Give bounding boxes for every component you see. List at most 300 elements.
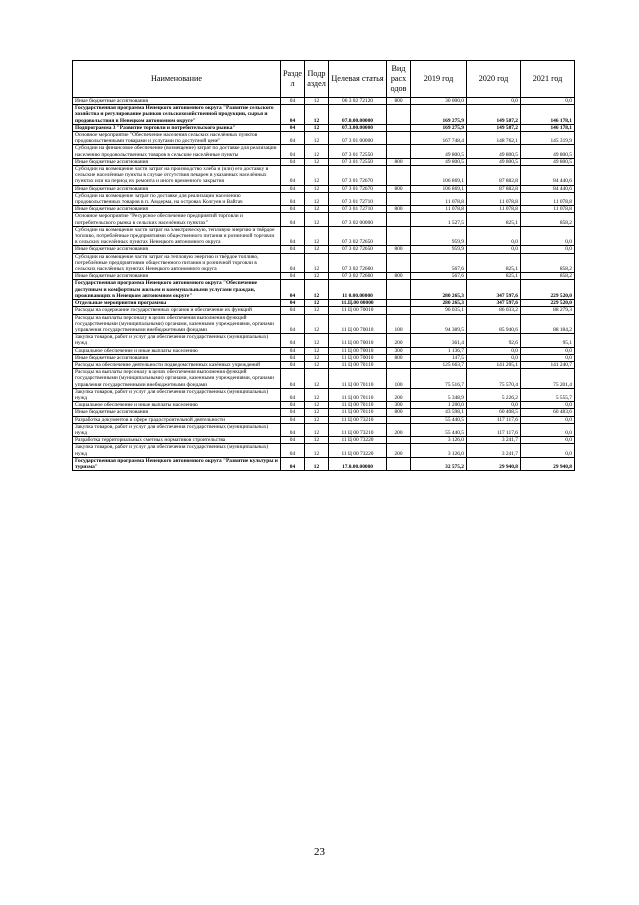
cell-2021: 0,0 — [521, 423, 575, 436]
table-row — [73, 361, 575, 368]
cell-vid: 800 — [387, 409, 411, 416]
cell-2020: 49 800,5 — [467, 158, 521, 165]
cell-podrazdel: 12 — [305, 354, 329, 361]
cell-name: Иные бюджетные ассигнования — [73, 354, 281, 361]
cell-name: Расходы на выплаты персоналу в целях обеспечения выполнения функций государственными (муниципальными) органами, казенными учреждениями, органами управления государственными внебюджетными фондами — [73, 369, 281, 389]
cell-razdel: 04 — [281, 361, 305, 368]
cell-2019: 3 126,0 — [411, 444, 467, 457]
cell-2021: 146 178,1 — [521, 124, 575, 131]
cell-vid — [387, 416, 411, 423]
table-row — [73, 246, 575, 253]
table-row — [73, 402, 575, 409]
cell-2019: 5 348,9 — [411, 388, 467, 401]
cell-2021: 84 440,6 — [521, 185, 575, 192]
table-row — [73, 388, 575, 401]
table-row — [73, 347, 575, 354]
cell-statya: 07 3 01 72550 — [329, 145, 387, 158]
cell-2021: 0,0 — [521, 402, 575, 409]
cell-name: Субсидии на возмещение части затрат на тепловую энергию и твёрдое топливо, потреблённые предприятиями общественного питания и розничной торговли в сельских населённых пунктах Ненецкого автономного округа — [73, 253, 281, 273]
cell-2020: 11 078,8 — [467, 192, 521, 205]
cell-name: Иные бюджетные ассигнования — [73, 409, 281, 416]
cell-2020: 0,0 — [467, 246, 521, 253]
cell-podrazdel: 12 — [305, 185, 329, 192]
cell-name: Иные бюджетные ассигнования — [73, 158, 281, 165]
cell-name: Разработка документов в сфере градостроительной деятельности — [73, 416, 281, 423]
cell-2020: 0,0 — [467, 354, 521, 361]
header-statya: Целевая статья — [329, 61, 387, 98]
cell-name: Иные бюджетные ассигнования — [73, 273, 281, 280]
cell-name: Расходы на обеспечение деятельности подведомственных казённых учреждений — [73, 361, 281, 368]
cell-2019: 280 265,3 — [411, 300, 467, 307]
cell-name: Государственная программа Ненецкого автономного округа "Развитие культуры и туризма" — [73, 457, 281, 470]
cell-name: Закупка товаров, работ и услуг для обеспечения государственных (муниципальных) нужд — [73, 423, 281, 436]
cell-podrazdel: 12 — [305, 213, 329, 226]
cell-2019: 106 869,1 — [411, 166, 467, 186]
cell-podrazdel: 12 — [305, 166, 329, 186]
cell-2021: 0,0 — [521, 347, 575, 354]
cell-2019: 567,6 — [411, 273, 467, 280]
cell-2019: 55 440,5 — [411, 416, 467, 423]
cell-2019: 280 265,3 — [411, 280, 467, 300]
cell-vid: 800 — [387, 185, 411, 192]
cell-statya: 07 3 02 72660 — [329, 253, 387, 273]
cell-2021: 60 483,6 — [521, 409, 575, 416]
cell-statya: 11 Ц 00 70010 — [329, 334, 387, 347]
cell-podrazdel: 12 — [305, 105, 329, 125]
cell-2021: 0,0 — [521, 246, 575, 253]
cell-2021: 141 240,7 — [521, 361, 575, 368]
cell-2021: 5 555,7 — [521, 388, 575, 401]
cell-vid: 200 — [387, 444, 411, 457]
cell-name: Субсидии на возмещение части затрат на электрическую, тепловую энергию и твёрдое топливо, потреблённые предприятиями общественного питания и розничной торговли в сельских населённых пунктах Ненецкого автономного округа — [73, 226, 281, 246]
cell-name: Разработка территориальных сметных нормативов строительства — [73, 437, 281, 444]
cell-2021: 229 520,0 — [521, 280, 575, 300]
cell-razdel: 04 — [281, 334, 305, 347]
cell-podrazdel: 12 — [305, 192, 329, 205]
table-row — [73, 334, 575, 347]
cell-vid: 800 — [387, 98, 411, 105]
cell-razdel: 04 — [281, 423, 305, 436]
cell-podrazdel: 12 — [305, 361, 329, 368]
cell-name: Иные бюджетные ассигнования — [73, 185, 281, 192]
cell-statya: 07 3 01 72670 — [329, 185, 387, 192]
cell-razdel: 04 — [281, 124, 305, 131]
cell-2019: 75 516,7 — [411, 369, 467, 389]
cell-2019: 55 440,5 — [411, 423, 467, 436]
cell-podrazdel: 12 — [305, 124, 329, 131]
cell-razdel: 04 — [281, 213, 305, 226]
table-row — [73, 314, 575, 334]
cell-name: Подпрограмма 3 "Развитие торговли и потребительского рынка" — [73, 124, 281, 131]
cell-razdel: 04 — [281, 307, 305, 314]
cell-razdel: 04 — [281, 280, 305, 300]
cell-2020: 92,6 — [467, 334, 521, 347]
cell-2019: 11 078,8 — [411, 206, 467, 213]
cell-2019: 959,9 — [411, 226, 467, 246]
table-row — [73, 124, 575, 131]
cell-2021: 0,0 — [521, 437, 575, 444]
cell-vid — [387, 166, 411, 186]
cell-podrazdel: 12 — [305, 307, 329, 314]
cell-podrazdel: 12 — [305, 423, 329, 436]
cell-2021: 29 940,8 — [521, 457, 575, 470]
cell-podrazdel: 12 — [305, 444, 329, 457]
cell-2020: 149 587,2 — [467, 124, 521, 131]
cell-2020: 3 241,7 — [467, 437, 521, 444]
cell-name: Закупка товаров, работ и услуг для обеспечения государственных (муниципальных) нужд — [73, 388, 281, 401]
cell-podrazdel: 12 — [305, 226, 329, 246]
cell-2020: 347 597,6 — [467, 280, 521, 300]
cell-vid: 800 — [387, 246, 411, 253]
cell-statya: 06 3 02 72120 — [329, 98, 387, 105]
cell-statya: 07 3 02 00000 — [329, 213, 387, 226]
cell-2020: 148 762,1 — [467, 132, 521, 145]
cell-vid — [387, 226, 411, 246]
cell-razdel: 04 — [281, 437, 305, 444]
table-row — [73, 206, 575, 213]
cell-razdel: 04 — [281, 105, 305, 125]
cell-name: Основное мероприятие "Ресурсное обеспечение предприятий торговли и потребительского рынка в сельских населённых пунктах" — [73, 213, 281, 226]
cell-2019: 11 078,8 — [411, 192, 467, 205]
cell-name: Субсидии на финансовое обеспечение (возмещение) затрат по доставке для реализации населению продовольственных товаров в сельские населённые пункты — [73, 145, 281, 158]
cell-2021: 145 319,9 — [521, 132, 575, 145]
cell-2021: 0,0 — [521, 226, 575, 246]
cell-vid: 800 — [387, 206, 411, 213]
cell-podrazdel: 12 — [305, 416, 329, 423]
cell-2020: 3 241,7 — [467, 444, 521, 457]
cell-statya: 11 Ц 00 70010 — [329, 347, 387, 354]
header-podrazdel: Подр аздел — [305, 61, 329, 98]
cell-2019: 3 126,0 — [411, 437, 467, 444]
cell-vid: 100 — [387, 314, 411, 334]
cell-2019: 30 000,0 — [411, 98, 467, 105]
cell-2021: 84 440,6 — [521, 166, 575, 186]
cell-2021: 146 178,1 — [521, 105, 575, 125]
cell-2020: 11 078,8 — [467, 206, 521, 213]
table-row — [73, 226, 575, 246]
cell-statya: 07 3 01 00000 — [329, 132, 387, 145]
cell-razdel: 04 — [281, 444, 305, 457]
table-header-row — [73, 61, 575, 98]
cell-razdel: 04 — [281, 132, 305, 145]
cell-razdel: 04 — [281, 409, 305, 416]
cell-2020: 75 570,4 — [467, 369, 521, 389]
cell-2020: 29 940,8 — [467, 457, 521, 470]
cell-2019: 32 575,2 — [411, 457, 467, 470]
cell-razdel: 04 — [281, 166, 305, 186]
cell-vid — [387, 213, 411, 226]
cell-2019: 147,5 — [411, 354, 467, 361]
cell-2021: 11 078,8 — [521, 206, 575, 213]
cell-podrazdel: 12 — [305, 457, 329, 470]
cell-vid — [387, 132, 411, 145]
cell-razdel: 04 — [281, 226, 305, 246]
cell-podrazdel: 12 — [305, 437, 329, 444]
cell-2021: 88 184,2 — [521, 314, 575, 334]
cell-name: Закупка товаров, работ и услуг для обеспечения государственных (муниципальных) нужд — [73, 334, 281, 347]
cell-statya: 11 0.00.00000 — [329, 280, 387, 300]
header-name: Наименование — [73, 61, 281, 98]
cell-razdel: 04 — [281, 145, 305, 158]
header-2021: 2021 год — [521, 61, 575, 98]
cell-2020: 60 408,5 — [467, 409, 521, 416]
cell-vid — [387, 300, 411, 307]
cell-vid — [387, 105, 411, 125]
cell-name: Социальное обеспечение и иные выплаты населению — [73, 402, 281, 409]
cell-podrazdel: 12 — [305, 145, 329, 158]
cell-name: Социальное обеспечение и иные выплаты населению — [73, 347, 281, 354]
cell-vid — [387, 437, 411, 444]
budget-table — [72, 60, 575, 471]
cell-razdel: 04 — [281, 192, 305, 205]
cell-2020: 0,0 — [467, 98, 521, 105]
table-row — [73, 185, 575, 192]
cell-2020: 825,1 — [467, 253, 521, 273]
cell-2019: 106 869,1 — [411, 185, 467, 192]
table-row — [73, 354, 575, 361]
cell-vid: 300 — [387, 402, 411, 409]
cell-statya: 11 Ц 00 70110 — [329, 369, 387, 389]
cell-statya: 07 3 02 72650 — [329, 246, 387, 253]
cell-podrazdel: 12 — [305, 402, 329, 409]
cell-razdel: 04 — [281, 206, 305, 213]
cell-2020: 117 117,6 — [467, 423, 521, 436]
cell-statya: 07 3 01 72710 — [329, 206, 387, 213]
header-vid: Вид расх одов — [387, 61, 411, 98]
cell-2019: 43 598,1 — [411, 409, 467, 416]
cell-name: Основное мероприятие "Обеспечение населения сельских населённых пунктов продовольственными товарами и услугами по доступной цене" — [73, 132, 281, 145]
cell-2021: 11 078,8 — [521, 192, 575, 205]
cell-statya: 07 3 01 72550 — [329, 158, 387, 165]
cell-razdel: 04 — [281, 457, 305, 470]
header-2019: 2019 год — [411, 61, 467, 98]
cell-name: Государственная программа Ненецкого автономного округа "Обеспечение доступным и комфортным жильем и коммунальными услугами граждан, проживающих в Ненецком автономном округе" — [73, 280, 281, 300]
cell-2019: 94 389,5 — [411, 314, 467, 334]
cell-2021: 858,2 — [521, 213, 575, 226]
cell-2019: 1 200,0 — [411, 402, 467, 409]
cell-statya: 11.Ц.00 00000 — [329, 300, 387, 307]
table-row — [73, 192, 575, 205]
cell-2021: 88 279,3 — [521, 307, 575, 314]
cell-vid — [387, 361, 411, 368]
cell-podrazdel: 12 — [305, 388, 329, 401]
cell-2020: 0,0 — [467, 226, 521, 246]
cell-vid: 200 — [387, 423, 411, 436]
cell-podrazdel: 12 — [305, 132, 329, 145]
cell-name: Отдельные мероприятия программы — [73, 300, 281, 307]
cell-statya: 11 Ц 00 70010 — [329, 314, 387, 334]
cell-razdel: 04 — [281, 416, 305, 423]
cell-2019: 49 800,5 — [411, 145, 467, 158]
cell-2021: 0,0 — [521, 444, 575, 457]
cell-2021: 95,1 — [521, 334, 575, 347]
cell-vid: 100 — [387, 369, 411, 389]
cell-name: Иные бюджетные ассигнования — [73, 206, 281, 213]
cell-statya: 11 Ц 00 73220 — [329, 437, 387, 444]
table-row — [73, 437, 575, 444]
cell-statya: 07 3 01 72710 — [329, 192, 387, 205]
cell-name: Субсидии на возмещение части затрат на производство хлеба и (или) его доставку в сельские населённые пункты в случае отсутствия пекарен в указанных населённых пунктах или на период их ремонта и иного временного закрытия — [73, 166, 281, 186]
cell-razdel: 04 — [281, 354, 305, 361]
cell-2021: 75 201,4 — [521, 369, 575, 389]
table-row — [73, 253, 575, 273]
cell-razdel: 04 — [281, 253, 305, 273]
cell-razdel: 04 — [281, 98, 305, 105]
cell-podrazdel: 12 — [305, 314, 329, 334]
cell-razdel: 04 — [281, 388, 305, 401]
cell-2020: 825,1 — [467, 273, 521, 280]
cell-razdel: 04 — [281, 402, 305, 409]
cell-2019: 96 035,1 — [411, 307, 467, 314]
header-2020: 2020 год — [467, 61, 521, 98]
page-number: 23 — [314, 846, 325, 858]
cell-2020: 86 033,2 — [467, 307, 521, 314]
cell-2021: 49 800,5 — [521, 158, 575, 165]
cell-2020: 141 205,1 — [467, 361, 521, 368]
cell-2019: 167 748,4 — [411, 132, 467, 145]
cell-2020: 87 882,8 — [467, 185, 521, 192]
cell-podrazdel: 12 — [305, 273, 329, 280]
cell-vid: 800 — [387, 158, 411, 165]
cell-statya: 11 Ц 00 70110 — [329, 409, 387, 416]
cell-name: Иные бюджетные ассигнования — [73, 246, 281, 253]
table-row — [73, 457, 575, 470]
cell-vid: 800 — [387, 273, 411, 280]
document-page — [72, 60, 574, 471]
cell-podrazdel: 12 — [305, 300, 329, 307]
cell-razdel: 04 — [281, 300, 305, 307]
cell-podrazdel: 12 — [305, 98, 329, 105]
cell-2021: 858,2 — [521, 253, 575, 273]
cell-vid: 200 — [387, 388, 411, 401]
cell-2019: 959,9 — [411, 246, 467, 253]
cell-razdel: 04 — [281, 369, 305, 389]
cell-2020: 117 117,6 — [467, 416, 521, 423]
cell-name: Иные бюджетные ассигнования — [73, 98, 281, 105]
table-row — [73, 213, 575, 226]
cell-name: Расходы на выплаты персоналу в целях обеспечения выполнения функций государственными (муниципальными) органами, казенными учреждениями, органами управления государственными внебюджетными фондами — [73, 314, 281, 334]
cell-2019: 361,4 — [411, 334, 467, 347]
cell-name: Расходы на содержание государственных органов и обеспечение их функций — [73, 307, 281, 314]
cell-statya: 11 Ц 00 70010 — [329, 354, 387, 361]
table-row — [73, 145, 575, 158]
cell-razdel: 04 — [281, 246, 305, 253]
table-row — [73, 416, 575, 423]
cell-2021: 0,0 — [521, 98, 575, 105]
cell-2021: 0,0 — [521, 354, 575, 361]
cell-2020: 87 882,8 — [467, 166, 521, 186]
cell-2019: 567,6 — [411, 253, 467, 273]
cell-razdel: 04 — [281, 347, 305, 354]
cell-statya: 11 Ц 00 73210 — [329, 423, 387, 436]
cell-podrazdel: 12 — [305, 347, 329, 354]
cell-vid — [387, 280, 411, 300]
cell-razdel: 04 — [281, 314, 305, 334]
cell-vid — [387, 307, 411, 314]
cell-vid — [387, 253, 411, 273]
table-row — [73, 158, 575, 165]
cell-vid — [387, 192, 411, 205]
cell-podrazdel: 12 — [305, 409, 329, 416]
cell-2019: 169 275,9 — [411, 124, 467, 131]
table-body — [73, 98, 575, 471]
cell-podrazdel: 12 — [305, 246, 329, 253]
cell-2020: 149 587,2 — [467, 105, 521, 125]
cell-vid — [387, 457, 411, 470]
table-row — [73, 132, 575, 145]
cell-razdel: 04 — [281, 158, 305, 165]
cell-vid — [387, 124, 411, 131]
cell-statya: 17.0.00.00000 — [329, 457, 387, 470]
cell-2020: 49 800,5 — [467, 145, 521, 158]
cell-2020: 5 226,2 — [467, 388, 521, 401]
cell-statya: 07.3.00.00000 — [329, 124, 387, 131]
cell-podrazdel: 12 — [305, 158, 329, 165]
cell-statya: 07 3 02 72660 — [329, 273, 387, 280]
table-row — [73, 300, 575, 307]
table-row — [73, 166, 575, 186]
cell-podrazdel: 12 — [305, 334, 329, 347]
cell-statya: 07 3 01 72670 — [329, 166, 387, 186]
table-row — [73, 409, 575, 416]
cell-podrazdel: 12 — [305, 369, 329, 389]
table-row — [73, 280, 575, 300]
cell-2020: 347 597,6 — [467, 300, 521, 307]
cell-vid: 300 — [387, 347, 411, 354]
cell-razdel: 04 — [281, 273, 305, 280]
cell-podrazdel: 12 — [305, 206, 329, 213]
table-row — [73, 444, 575, 457]
cell-2020: 0,0 — [467, 402, 521, 409]
cell-statya: 11 Ц 00 70110 — [329, 402, 387, 409]
table-row — [73, 105, 575, 125]
cell-2021: 0,0 — [521, 416, 575, 423]
table-row — [73, 369, 575, 389]
cell-2019: 169 275,9 — [411, 105, 467, 125]
cell-2019: 1 136,7 — [411, 347, 467, 354]
cell-2021: 858,2 — [521, 273, 575, 280]
cell-statya: 11 Ц 00 73210 — [329, 416, 387, 423]
table-row — [73, 273, 575, 280]
cell-statya: 11 Ц 00 70110 — [329, 388, 387, 401]
cell-statya: 11 Ц 00 70110 — [329, 361, 387, 368]
cell-name: Закупка товаров, работ и услуг для обеспечения государственных (муниципальных) нужд — [73, 444, 281, 457]
cell-podrazdel: 12 — [305, 280, 329, 300]
cell-2019: 1 527,5 — [411, 213, 467, 226]
header-razdel: Разде л — [281, 61, 305, 98]
cell-name: Государственная программа Ненецкого автономного округа "Развитие сельского хозяйства и регулирование рынков сельскохозяйственной продукции, сырья и продовольствия в Ненецком автономном округе" — [73, 105, 281, 125]
cell-statya: 11 Ц 00 73220 — [329, 444, 387, 457]
cell-razdel: 04 — [281, 185, 305, 192]
cell-2019: 49 800,5 — [411, 158, 467, 165]
cell-2021: 49 800,5 — [521, 145, 575, 158]
cell-podrazdel: 12 — [305, 253, 329, 273]
cell-2020: 85 940,6 — [467, 314, 521, 334]
table-row — [73, 98, 575, 105]
cell-2020: 0,0 — [467, 347, 521, 354]
cell-2019: 125 663,7 — [411, 361, 467, 368]
cell-vid: 800 — [387, 354, 411, 361]
cell-vid: 200 — [387, 334, 411, 347]
cell-name: Субсидии на возмещение затрат по доставке для реализации населению продовольственных товаров в п. Амдерма, на островах Колгуев и Вайгач — [73, 192, 281, 205]
cell-statya: 07 3 02 72650 — [329, 226, 387, 246]
table-row — [73, 307, 575, 314]
table-row — [73, 423, 575, 436]
cell-2021: 229 520,0 — [521, 300, 575, 307]
cell-statya: 11 Ц 00 70010 — [329, 307, 387, 314]
cell-2020: 825,1 — [467, 213, 521, 226]
cell-statya: 07.0.00.00000 — [329, 105, 387, 125]
